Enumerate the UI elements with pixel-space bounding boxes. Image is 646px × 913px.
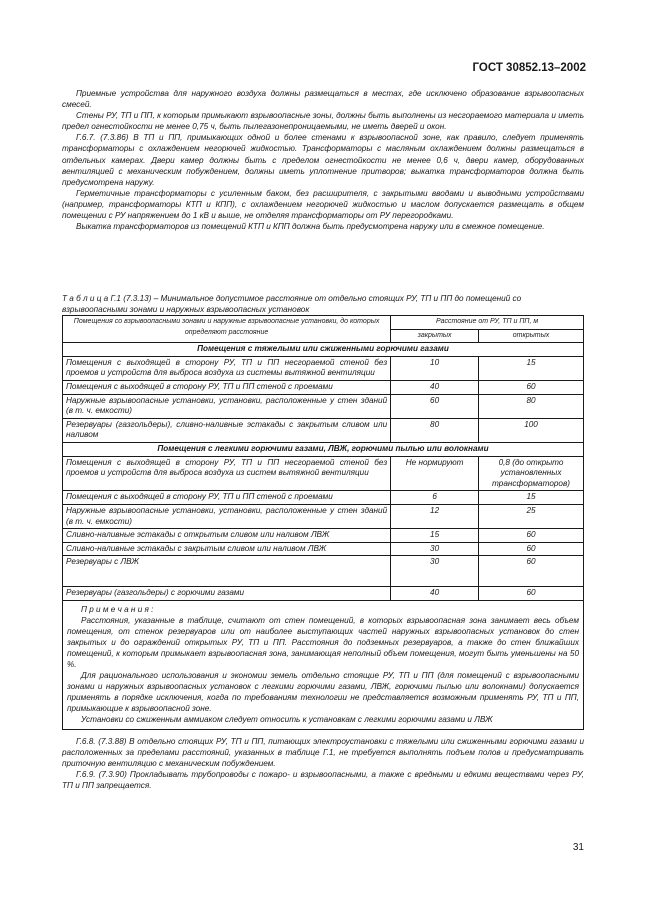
- table-row: [63, 556, 584, 587]
- closed-value: 40: [391, 380, 479, 394]
- closed-value: Не нормируют: [391, 456, 479, 491]
- open-value: 80: [479, 394, 584, 418]
- open-value: 60: [479, 556, 584, 587]
- open-value: 0,8 (до открыто установленных трансформаторов): [479, 456, 584, 491]
- closed-value: 40: [391, 587, 479, 601]
- closed-value: 6: [391, 491, 479, 505]
- closed-value: 80: [391, 418, 479, 442]
- paragraph-hermetic-transformers: Герметичные трансформаторы с усиленным баком, без расширителя, с закрытыми вводами и выводными устройствами (например, трансформаторы КТП и КПП), с охлаждением негорючей жидкостью и маслом допускается размещать в общем помещении с РУ напряжением до 1 кВ и выше, не отделяя трансформаторы от РУ перегородками.: [62, 188, 584, 221]
- open-value: 15: [479, 356, 584, 380]
- closed-value: 30: [391, 542, 479, 556]
- table-row: [63, 394, 584, 418]
- open-value: 60: [479, 542, 584, 556]
- row-label: Наружные взрывоопасные установки, установки, расположенные у стен зданий (в т. ч. емкости): [63, 504, 391, 528]
- paragraph-g-6-8: Г.6.8. (7.3.88) В отдельно стоящих РУ, ТП и ПП, питающих электроустановки с тяжелыми или сжиженными горючими газами и расположенных за пределами расстояний, указанных в таблице Г.1, не требуется выполнять подъем полов и предусматривать приточную вентиляцию с механическим побуждением.: [62, 737, 584, 769]
- row-label: Помещения с выходящей в сторону РУ, ТП и ПП стеной с проемами: [63, 380, 391, 394]
- note-distances: Расстояния, указанные в таблице, считают от стен помещений, в которых взрывоопасная зона занимает весь объем помещения, от стенок резервуаров или от наиболее выступающих частей наружных взрывоопасных установок до стен закрытых и до ограждений открытых РУ, ТП и ПП. Расстояния до подземных резервуаров, а также до стен ближайших помещений, к которым примыкает взрывоопасная зона, занимающая неполный объем помещения, могут быть уменьшены на 50 %.: [67, 616, 579, 669]
- row-label: Помещения с выходящей в сторону РУ, ТП и ПП несгораемой стеной без проемов и устройств для выброса воздуха из систем вытяжной вентиляции: [63, 456, 391, 491]
- section-title: Помещения с легкими горючими газами, ЛВЖ, горючими пылью или волокнами: [63, 442, 584, 456]
- closed-value: 30: [391, 556, 479, 587]
- open-value: 60: [479, 380, 584, 394]
- header-distance: Расстояние от РУ, ТП и ПП, м: [391, 316, 584, 330]
- intro-text: [62, 88, 584, 232]
- page-number: 31: [572, 842, 584, 853]
- paragraph-g-6-9: Г.6.9. (7.3.90) Прокладывать трубопроводы с пожаро- и взрывоопасными, а также с вредными и едкими веществами через РУ, ТП и ПП запрещается.: [62, 770, 584, 791]
- closed-value: 10: [391, 356, 479, 380]
- row-label: Резервуары (газгольдеры) с горючими газами: [63, 587, 391, 601]
- section-heavy-gases: [63, 343, 584, 357]
- table-row: [63, 418, 584, 442]
- table-row: [63, 491, 584, 505]
- table-row: [63, 529, 584, 543]
- row-label: Наружные взрывоопасные установки, установки, расположенные у стен зданий (в т. ч. емкости): [63, 394, 391, 418]
- header-open: открытых: [479, 329, 584, 343]
- header-premises: Помещения со взрывоопасными зонами и наружные взрывоопасные установки, до которых определяют расстояние: [63, 316, 391, 343]
- notes-title: П р и м е ч а н и я :: [81, 605, 154, 614]
- open-value: 25: [479, 504, 584, 528]
- table-header-row: [63, 316, 584, 330]
- row-label: Помещения с выходящей в сторону РУ, ТП и ПП стеной с проемами: [63, 491, 391, 505]
- table-caption: Т а б л и ц а Г.1 (7.3.13) – Минимальное допустимое расстояние от отдельно стоящих РУ, ТП и ПП до помещений со взрывоопасными зонами и наружных взрывоопасных установок: [62, 294, 522, 314]
- open-value: 60: [479, 529, 584, 543]
- open-value: 60: [479, 587, 584, 601]
- table-row: [63, 504, 584, 528]
- table-row: [63, 456, 584, 491]
- table-row: [63, 356, 584, 380]
- header-closed: закрытых: [391, 329, 479, 343]
- paragraph-walls: Стены РУ, ТП и ПП, к которым примыкают взрывоопасные зоны, должны быть выполнены из несгораемого материала и иметь предел огнестойкости не менее 0,75 ч, быть пылегазонепроницаемыми, не иметь дверей и окон.: [62, 111, 584, 132]
- paragraph-air-intakes: Приемные устройства для наружного воздуха должны размещаться в местах, где исключено образование взрывоопасных смесей.: [62, 89, 584, 110]
- document-code-header: ГОСТ 30852.13–2002: [472, 62, 586, 74]
- paragraph-g-6-7: Г.6.7. (7.3.86) В ТП и ПП, примыкающих одной и более стенами к взрывоопасной зоне, как правило, следует применять трансформаторы с охлаждением негорючей жидкостью. Трансформаторы с масляным охлаждением должны размещаться в отдельных камерах. Двери камер должны быть с пределом огнестойкости не менее 0,6 ч, двери камер, оборудованных вентиляцией с механическим побуждением, должны иметь уплотнение притворов; выкатка трансформаторов должна быть предусмотрена наружу.: [62, 133, 584, 187]
- closing-text: [62, 736, 584, 791]
- row-label: Помещения с выходящей в сторону РУ, ТП и ПП несгораемой стеной без проемов и устройств для выброса воздуха из системы вытяжной вентиляции: [63, 356, 391, 380]
- closed-value: 60: [391, 394, 479, 418]
- open-value: 100: [479, 418, 584, 442]
- section-title: Помещения с тяжелыми или сжиженными горючими газами: [63, 343, 584, 357]
- row-label: Сливно-наливные эстакады с открытым сливом или наливом ЛВЖ: [63, 529, 391, 543]
- section-light-gases: [63, 442, 584, 456]
- distance-table: [62, 315, 584, 601]
- table-row: [63, 380, 584, 394]
- paragraph-rollout: Выкатка трансформаторов из помещений КТП и КПП должна быть предусмотрена наружу или в смежное помещение.: [76, 222, 545, 232]
- table-row: [63, 587, 584, 601]
- table-notes: [62, 601, 584, 730]
- closed-value: 15: [391, 529, 479, 543]
- note-land-use: Для рационального использования и экономии земель отдельно стоящие РУ, ТП и ПП (для помещений с взрывоопасными зонами и наружных взрывоопасных установок с легкими горючими газами, ЛВЖ, горючими пылью или волокнами) допускается применять в порядке исключения, когда по требованиям технологии не представляется возможным применять РУ, ТП и ПП, примыкающие к взрывоопасной зоне.: [67, 671, 579, 713]
- row-label: Резервуары (газгольдеры), сливно-наливные эстакады с закрытым сливом или наливом: [63, 418, 391, 442]
- table-row: [63, 542, 584, 556]
- row-label: Резервуары с ЛВЖ: [63, 556, 391, 587]
- closed-value: 12: [391, 504, 479, 528]
- note-ammonia: Установки со сжиженным аммиаком следует относить к установкам с легкими горючими газами и ЛВЖ: [81, 715, 493, 724]
- open-value: 15: [479, 491, 584, 505]
- row-label: Сливно-наливные эстакады с закрытым сливом или наливом ЛВЖ: [63, 542, 391, 556]
